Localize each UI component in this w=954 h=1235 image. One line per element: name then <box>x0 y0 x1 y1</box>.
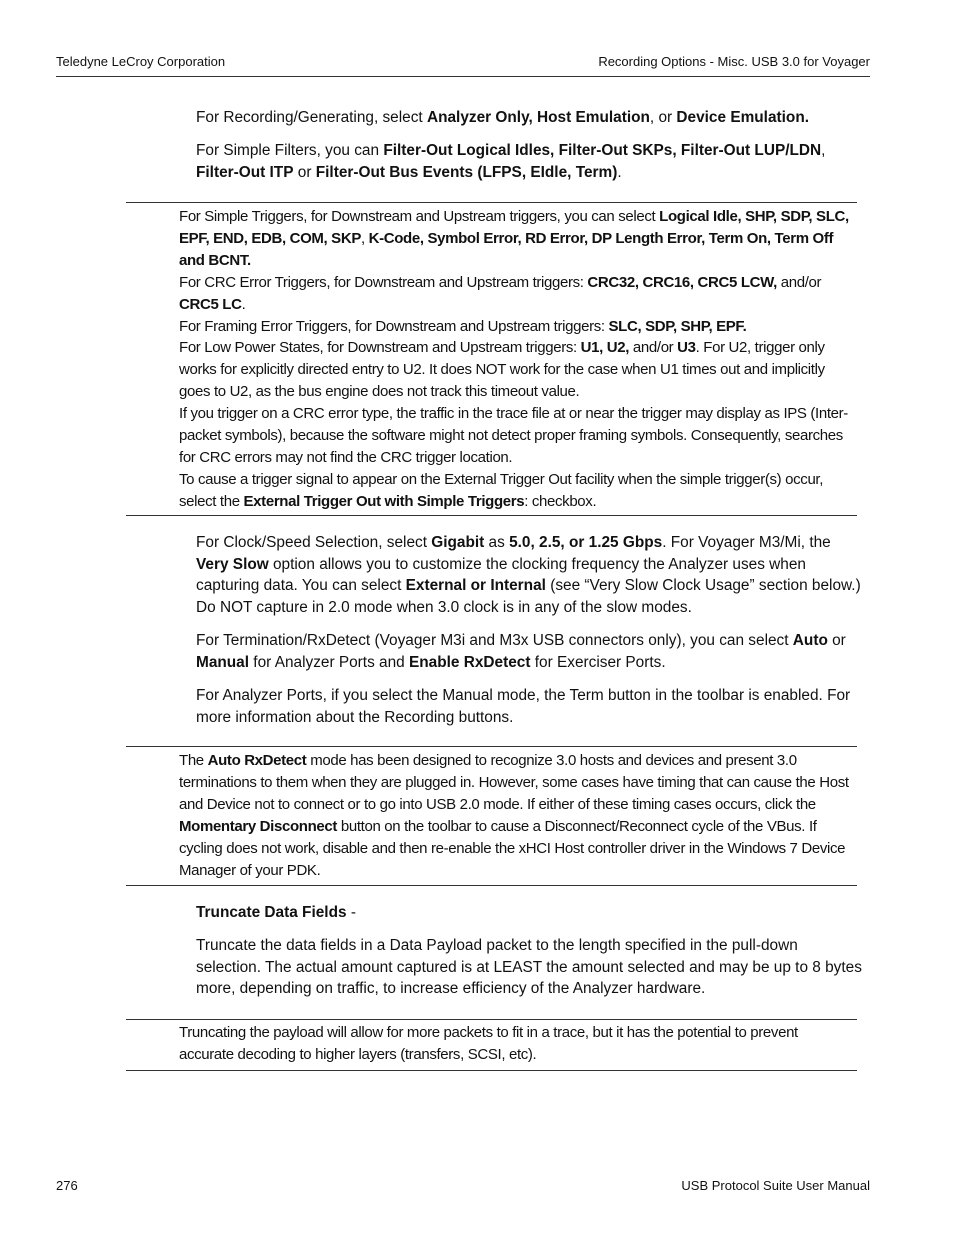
paragraph-truncate-data-fields: Truncate the data fields in a Data Payload packet to the length specified in the pull-down selection. The actual amount captured is at LEAST the amount selected and may be up to 8 bytes more, depending on traffic, to increase efficiency of the Analyzer hardware. <box>196 937 862 997</box>
truncate-heading: Truncate Data Fields - <box>196 904 356 921</box>
note-auto-rxdetect: The Auto RxDetect mode has been designed to recognize 3.0 hosts and devices and present 3.0 terminations to them when they are plugged in. However, some cases have timing that can cause the Host and Device not to connect or to go into USB 2.0 mode. If either of these timing cases occurs, click the Momentary Disconnect button on the toolbar to cause a Disconnect/Reconnect cycle of the VBus. If cycling does not work, disable and then re-enable the xHCI Host controller driver in the Windows 7 Device Manager of your PDK. <box>126 746 857 886</box>
manual-title: USB Protocol Suite User Manual <box>681 1178 870 1193</box>
note-line-crc-error-triggers: For CRC Error Triggers, for Downstream and Upstream triggers: CRC32, CRC16, CRC5 LCW, and/or CRC5 LC. <box>179 273 822 313</box>
paragraph-recording-generating: For Recording/Generating, select Analyzer Only, Host Emulation, or Device Emulation. <box>196 109 809 126</box>
page-number: 276 <box>56 1178 78 1193</box>
paragraph-analyzer-ports: For Analyzer Ports, if you select the Manual mode, the Term button in the toolbar is enabled. For more information about the Recording buttons. <box>196 687 851 726</box>
header-section-title: Recording Options - Misc. USB 3.0 for Voyager <box>598 54 870 69</box>
running-header <box>56 54 870 77</box>
paragraph-clock-speed: For Clock/Speed Selection, select Gigabit as 5.0, 2.5, or 1.25 Gbps. For Voyager M3/Mi, the Very Slow option allows you to customize the clocking frequency the Analyzer uses when capturing data. You can select External or Internal (see “Very Slow Clock Usage” section below.) Do NOT capture in 2.0 mode when 3.0 clock is in any of the slow modes. <box>196 534 861 616</box>
paragraph-termination-rxdetect: For Termination/RxDetect (Voyager M3i and M3x USB connectors only), you can select Auto or Manual for Analyzer Ports and Enable RxDetect for Exerciser Ports. <box>196 632 846 671</box>
note-line-external-trigger-out: To cause a trigger signal to appear on the External Trigger Out facility when the simple trigger(s) occur, select the External Trigger Out with Simple Triggers: checkbox. <box>179 470 824 510</box>
note-line-framing-error-triggers: For Framing Error Triggers, for Downstream and Upstream triggers: SLC, SDP, SHP, EPF. <box>179 317 747 335</box>
note-line-crc-trigger-ips: If you trigger on a CRC error type, the traffic in the trace file at or near the trigger may display as IPS (Inter-packet symbols), because the software might not detect proper framing symbols. Consequently, searches for CRC errors may not find the CRC trigger location. <box>179 405 848 466</box>
header-company: Teledyne LeCroy Corporation <box>56 54 226 69</box>
paragraph-simple-filters: For Simple Filters, you can Filter-Out Logical Idles, Filter-Out SKPs, Filter-Out LUP/LDN, Filter-Out ITP or Filter-Out Bus Events (LFPS, EIdle, Term). <box>196 142 826 181</box>
note-line-simple-triggers: For Simple Triggers, for Downstream and Upstream triggers, you can select Logical Idle, SHP, SDP, SLC, EPF, END, EDB, COM, SKP, K-Code, Symbol Error, RD Error, DP Length Error, Term On, Term Off and BCNT. <box>179 208 849 269</box>
note-line-low-power-states: For Low Power States, for Downstream and Upstream triggers: U1, U2, and/or U3. For U2, trigger only works for explicitly directed entry to U2. It does NOT work for the case when U1 times out and implicitly goes to U2, as the bus engine does not track this timeout value. <box>179 339 825 401</box>
note-simple-triggers <box>126 202 857 516</box>
note-truncating-payload: Truncating the payload will allow for more packets to fit in a trace, but it has the potential to prevent accurate decoding to higher layers (transfers, SCSI, etc). <box>126 1019 857 1071</box>
